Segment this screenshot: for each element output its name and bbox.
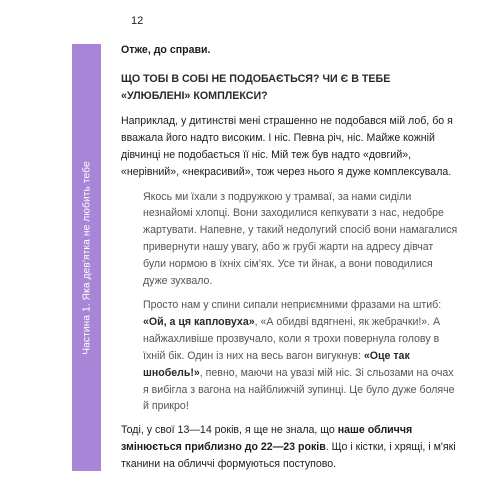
quote-bold-2: «Оце так шнобель!»: [143, 349, 410, 379]
quote-paragraph-1: Якось ми їхали з подружкою у трамваї, за нами сиділи незнайомі хлопці. Вони заходилися кепкувати з нас, недобре жартувати. Напевне, у такий недолугий спосіб вони намагалися привернути нашу увагу, або ж грубі жарти на адресу дівчат були нормою в їхніх сім'ях. Усе ти йнак, а вони поводилися дуже зухвало.: [143, 190, 458, 288]
section-heading: ЩО ТОБІ В СОБІ НЕ ПОДОБАЄТЬСЯ? ЧИ Є В ТЕБЕ «УЛЮБЛЕНІ» КОМПЛЕКСИ?: [121, 72, 391, 102]
body2-text-a: Тоді, у свої 13—14 років, я ще не знала, що: [121, 424, 338, 437]
quote-bold-1: «Ой, а ця капловуха»: [143, 315, 255, 328]
quote-text-e: , певно, маючи на увазі мій ніс. Зі сльозами на очах я вибігла з вагона на найближчій зупинці. Це було дуже боляче й прикро!: [143, 366, 455, 413]
intro-line: Отже, до справи.: [121, 44, 211, 56]
body-paragraph-1: Наприклад, у дитинстві мені страшенно не подобався мій лоб, бо я вважала його надто високим. І ніс. Певна річ, ніс. Майже кожній дівчинці не подобається її ніс. Мій теж був надто «довгий», «нерівний», «некрасивий», тож через нього я дуже комплексувала.: [121, 114, 453, 178]
chapter-side-tab: [72, 44, 101, 471]
page-number: 12: [131, 15, 144, 27]
quote-text-a: Просто нам у спини сипали неприємними фразами на штиб:: [143, 298, 442, 311]
body2-bold: наше обличчя змінюється приблизно до 22—23 років: [121, 424, 413, 454]
chapter-side-tab-text: Частина 1. Яка дев'ятка не любить тебе: [81, 160, 92, 355]
page-content: [121, 42, 459, 473]
body-paragraph-2: [121, 422, 459, 473]
quote-text-c: , «А обидві вдягнені, як жебрачки!». А найжахливіше прозвучало, коли я трохи повернула голову в їхній бік. Один із них на весь вагон вигукнув:: [143, 315, 441, 362]
quote-paragraph-2: [143, 297, 459, 415]
body2-text-c: . Що і кістки, і хрящі, і м'які тканини на обличчі формуються поступово.: [121, 441, 456, 471]
story-quote: [143, 187, 459, 416]
